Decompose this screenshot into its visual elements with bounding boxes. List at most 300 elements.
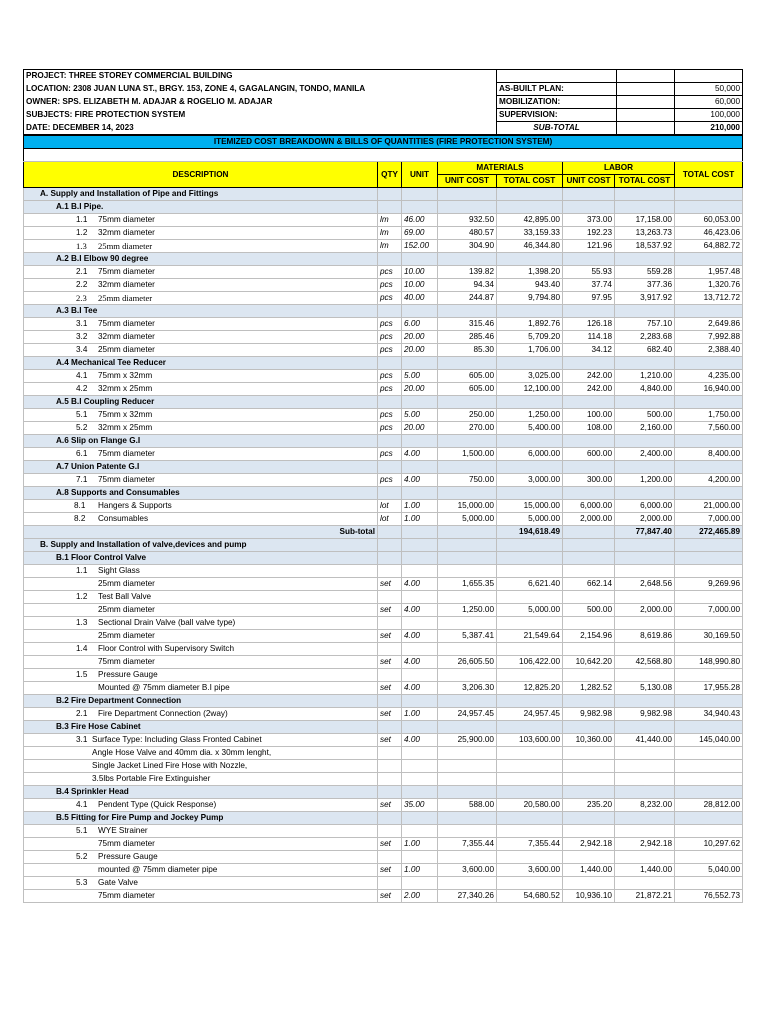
blank-cell bbox=[563, 188, 615, 201]
item-materials-unit-cost: 932.50 bbox=[438, 214, 497, 227]
item-labor-total-cost: 17,158.00 bbox=[615, 214, 675, 227]
item-materials-unit-cost: 480.57 bbox=[438, 227, 497, 240]
item-unit: 4.00 bbox=[402, 448, 438, 461]
project-info-line: OWNER: SPS. ELIZABETH M. ADAJAR & ROGELIO M. ADAJAR bbox=[24, 96, 497, 109]
item-materials-unit-cost bbox=[438, 760, 497, 773]
item-materials-unit-cost bbox=[438, 747, 497, 760]
item-total-cost: 17,955.28 bbox=[675, 682, 743, 695]
cost-blank-cell bbox=[675, 70, 743, 83]
blank-cell bbox=[675, 487, 743, 500]
item-description: 75mm diameter bbox=[98, 839, 155, 848]
item-labor-total-cost: 8,619.86 bbox=[615, 630, 675, 643]
item-description: Gate Valve bbox=[98, 878, 138, 887]
item-qty bbox=[378, 565, 402, 578]
item-description: Sight Glass bbox=[98, 566, 140, 575]
item-materials-total-cost: 103,600.00 bbox=[497, 734, 563, 747]
item-number: 3.1 bbox=[76, 735, 88, 744]
table-row bbox=[24, 734, 743, 747]
item-materials-unit-cost bbox=[438, 591, 497, 604]
blank-cell bbox=[402, 396, 438, 409]
blank-cell bbox=[497, 357, 563, 370]
blank-cell bbox=[497, 487, 563, 500]
item-labor-total-cost bbox=[615, 565, 675, 578]
table-row bbox=[24, 474, 743, 487]
item-qty: lm bbox=[378, 227, 402, 240]
item-materials-unit-cost: 27,340.26 bbox=[438, 890, 497, 903]
item-number: 2.3 bbox=[76, 293, 87, 303]
item-materials-unit-cost: 304.90 bbox=[438, 240, 497, 253]
item-labor-total-cost bbox=[615, 669, 675, 682]
blank-cell bbox=[438, 695, 497, 708]
item-number: 5.2 bbox=[76, 852, 88, 861]
item-qty bbox=[378, 617, 402, 630]
group-row bbox=[24, 357, 743, 370]
blank-cell bbox=[378, 721, 402, 734]
item-description: Test Ball Valve bbox=[98, 592, 152, 601]
item-total-cost: 2,388.40 bbox=[675, 344, 743, 357]
blank-cell bbox=[438, 435, 497, 448]
item-unit: 4.00 bbox=[402, 682, 438, 695]
blank-cell bbox=[675, 812, 743, 825]
blank-cell bbox=[402, 552, 438, 565]
item-labor-unit-cost: 55.93 bbox=[563, 266, 615, 279]
item-materials-total-cost: 5,709.20 bbox=[497, 331, 563, 344]
item-number: 1.2 bbox=[76, 228, 88, 237]
item-description-cell bbox=[24, 565, 378, 578]
item-materials-unit-cost: 315.46 bbox=[438, 318, 497, 331]
item-labor-unit-cost bbox=[563, 877, 615, 890]
item-qty: set bbox=[378, 578, 402, 591]
item-labor-total-cost bbox=[615, 760, 675, 773]
item-labor-unit-cost: 114.18 bbox=[563, 331, 615, 344]
item-materials-unit-cost: 3,600.00 bbox=[438, 864, 497, 877]
item-description: 75mm diameter bbox=[98, 215, 155, 224]
blank-cell bbox=[563, 357, 615, 370]
item-materials-unit-cost: 605.00 bbox=[438, 383, 497, 396]
spacer-row bbox=[24, 149, 743, 162]
cost-blank-cell bbox=[617, 96, 675, 109]
item-materials-unit-cost: 5,387.41 bbox=[438, 630, 497, 643]
item-description-cell bbox=[24, 734, 378, 747]
item-total-cost: 7,992.88 bbox=[675, 331, 743, 344]
item-description: Single Jacket Lined Fire Hose with Nozzle, bbox=[92, 761, 248, 770]
table-row bbox=[24, 682, 743, 695]
item-labor-unit-cost bbox=[563, 747, 615, 760]
blank-cell bbox=[497, 786, 563, 799]
item-unit bbox=[402, 760, 438, 773]
item-description: 32mm diameter bbox=[98, 332, 155, 341]
unit-header: UNIT bbox=[402, 162, 438, 188]
item-labor-total-cost: 5,130.08 bbox=[615, 682, 675, 695]
table-row bbox=[24, 708, 743, 721]
item-description-cell bbox=[24, 877, 378, 890]
item-unit: 69.00 bbox=[402, 227, 438, 240]
item-labor-total-cost: 1,200.00 bbox=[615, 474, 675, 487]
blank-cell bbox=[378, 526, 402, 539]
blank-cell bbox=[438, 786, 497, 799]
item-labor-total-cost: 6,000.00 bbox=[615, 500, 675, 513]
cost-label: SUPERVISION: bbox=[497, 109, 617, 122]
item-unit: 1.00 bbox=[402, 513, 438, 526]
blank-cell bbox=[615, 487, 675, 500]
item-labor-unit-cost bbox=[563, 565, 615, 578]
project-info-row bbox=[24, 122, 743, 135]
materials-header: MATERIALS bbox=[438, 162, 563, 175]
item-description: 3.5lbs Portable Fire Extinguisher bbox=[92, 774, 211, 783]
item-labor-unit-cost: 2,154.96 bbox=[563, 630, 615, 643]
cost-label: AS-BUILT PLAN: bbox=[497, 83, 617, 96]
item-unit: 4.00 bbox=[402, 734, 438, 747]
group-row bbox=[24, 552, 743, 565]
item-unit: 4.00 bbox=[402, 474, 438, 487]
blank-cell bbox=[378, 357, 402, 370]
group-title: A.4 Mechanical Tee Reducer bbox=[24, 357, 378, 370]
item-unit bbox=[402, 747, 438, 760]
item-description: 75mm diameter bbox=[98, 267, 155, 276]
item-description-cell bbox=[24, 227, 378, 240]
item-materials-total-cost: 106,422.00 bbox=[497, 656, 563, 669]
item-description: 25mm diameter bbox=[98, 293, 153, 303]
item-unit: 46.00 bbox=[402, 214, 438, 227]
blank-cell bbox=[563, 721, 615, 734]
blank-cell bbox=[438, 357, 497, 370]
item-materials-total-cost: 943.40 bbox=[497, 279, 563, 292]
item-description-cell bbox=[24, 266, 378, 279]
item-materials-total-cost: 9,794.80 bbox=[497, 292, 563, 305]
item-labor-unit-cost: 242.00 bbox=[563, 370, 615, 383]
item-labor-total-cost bbox=[615, 747, 675, 760]
table-row bbox=[24, 838, 743, 851]
group-title: A.7 Union Patente G.I bbox=[24, 461, 378, 474]
blank-cell bbox=[615, 305, 675, 318]
item-qty: set bbox=[378, 838, 402, 851]
blank-cell bbox=[615, 188, 675, 201]
table-row bbox=[24, 500, 743, 513]
item-qty bbox=[378, 669, 402, 682]
item-description: Pressure Gauge bbox=[98, 670, 158, 679]
item-qty bbox=[378, 877, 402, 890]
item-total-cost bbox=[675, 760, 743, 773]
blank-cell bbox=[563, 539, 615, 552]
subtotal-row bbox=[24, 526, 743, 539]
blank-cell bbox=[497, 695, 563, 708]
item-unit: 5.00 bbox=[402, 370, 438, 383]
project-info-line: PROJECT: THREE STOREY COMMERCIAL BUILDING bbox=[24, 70, 497, 83]
cost-value: 100,000 bbox=[675, 109, 743, 122]
item-number: 2.1 bbox=[76, 709, 88, 718]
item-description-cell bbox=[24, 799, 378, 812]
item-labor-total-cost: 559.28 bbox=[615, 266, 675, 279]
item-description-cell bbox=[24, 292, 378, 305]
item-description: 75mm diameter bbox=[98, 319, 155, 328]
item-description: 25mm diameter bbox=[98, 345, 155, 354]
blank-cell bbox=[378, 461, 402, 474]
blank-cell bbox=[563, 305, 615, 318]
item-materials-unit-cost bbox=[438, 877, 497, 890]
project-header-table bbox=[23, 69, 743, 135]
item-qty: pcs bbox=[378, 383, 402, 396]
item-labor-total-cost: 4,840.00 bbox=[615, 383, 675, 396]
item-unit: 35.00 bbox=[402, 799, 438, 812]
item-materials-total-cost: 5,000.00 bbox=[497, 604, 563, 617]
blank-cell bbox=[438, 188, 497, 201]
table-row bbox=[24, 617, 743, 630]
item-number: 7.1 bbox=[76, 475, 88, 484]
item-labor-total-cost: 13,263.73 bbox=[615, 227, 675, 240]
blank-cell bbox=[675, 188, 743, 201]
item-qty: pcs bbox=[378, 292, 402, 305]
item-number: 5.1 bbox=[76, 826, 88, 835]
item-qty: set bbox=[378, 630, 402, 643]
item-labor-total-cost: 3,917.92 bbox=[615, 292, 675, 305]
item-unit bbox=[402, 591, 438, 604]
item-number: 4.1 bbox=[76, 371, 88, 380]
item-materials-total-cost: 24,957.45 bbox=[497, 708, 563, 721]
item-materials-total-cost: 20,580.00 bbox=[497, 799, 563, 812]
item-description: Pendent Type (Quick Response) bbox=[98, 800, 217, 809]
item-labor-unit-cost: 126.18 bbox=[563, 318, 615, 331]
item-labor-total-cost: 21,872.21 bbox=[615, 890, 675, 903]
project-info-line: LOCATION: 2308 JUAN LUNA ST., BRGY. 153, ZONE 4, GAGALANGIN, TONDO, MANILA bbox=[24, 83, 497, 96]
item-materials-unit-cost bbox=[438, 669, 497, 682]
item-labor-unit-cost bbox=[563, 591, 615, 604]
item-number: 5.1 bbox=[76, 410, 88, 419]
item-qty bbox=[378, 643, 402, 656]
item-qty: set bbox=[378, 656, 402, 669]
blank-cell bbox=[402, 786, 438, 799]
item-qty: lot bbox=[378, 513, 402, 526]
item-total-cost: 7,000.00 bbox=[675, 513, 743, 526]
cost-value: 60,000 bbox=[675, 96, 743, 109]
blank-cell bbox=[378, 305, 402, 318]
blank-cell bbox=[615, 552, 675, 565]
item-labor-unit-cost: 373.00 bbox=[563, 214, 615, 227]
labor-unit-cost-header: UNIT COST bbox=[563, 175, 615, 188]
table-title: ITEMIZED COST BREAKDOWN & BILLS OF QUANTITIES (FIRE PROTECTION SYSTEM) bbox=[24, 136, 743, 149]
blank-cell bbox=[615, 396, 675, 409]
blank-cell bbox=[615, 812, 675, 825]
item-labor-total-cost: 1,440.00 bbox=[615, 864, 675, 877]
item-total-cost bbox=[675, 617, 743, 630]
item-description-cell bbox=[24, 617, 378, 630]
blank-cell bbox=[497, 253, 563, 266]
item-materials-unit-cost: 1,655.35 bbox=[438, 578, 497, 591]
item-description: 25mm diameter bbox=[98, 579, 155, 588]
item-labor-unit-cost bbox=[563, 643, 615, 656]
item-total-cost: 30,169.50 bbox=[675, 630, 743, 643]
item-qty: pcs bbox=[378, 474, 402, 487]
item-description-cell bbox=[24, 643, 378, 656]
item-qty bbox=[378, 851, 402, 864]
item-labor-total-cost: 682.40 bbox=[615, 344, 675, 357]
item-materials-unit-cost: 5,000.00 bbox=[438, 513, 497, 526]
item-description-cell bbox=[24, 708, 378, 721]
item-labor-unit-cost: 10,360.00 bbox=[563, 734, 615, 747]
item-unit: 152.00 bbox=[402, 240, 438, 253]
item-total-cost: 145,040.00 bbox=[675, 734, 743, 747]
subtotal-materials: 194,618.49 bbox=[497, 526, 563, 539]
item-labor-total-cost bbox=[615, 773, 675, 786]
item-description: Hangers & Supports bbox=[98, 501, 172, 510]
item-description: Angle Hose Valve and 40mm dia. x 30mm lenght, bbox=[92, 748, 272, 757]
group-row bbox=[24, 695, 743, 708]
item-materials-total-cost: 1,892.76 bbox=[497, 318, 563, 331]
blank-cell bbox=[438, 526, 497, 539]
item-description: 25mm diameter bbox=[98, 605, 155, 614]
blank-cell bbox=[675, 695, 743, 708]
description-header: DESCRIPTION bbox=[24, 162, 378, 188]
item-materials-total-cost: 21,549.64 bbox=[497, 630, 563, 643]
group-title: A.6 Slip on Flange G.I bbox=[24, 435, 378, 448]
blank-cell bbox=[497, 812, 563, 825]
item-description: 25mm diameter bbox=[98, 241, 153, 251]
item-description: 75mm x 32mm bbox=[98, 410, 153, 419]
item-total-cost: 60,053.00 bbox=[675, 214, 743, 227]
item-unit bbox=[402, 825, 438, 838]
item-description-cell bbox=[24, 773, 378, 786]
item-materials-unit-cost: 750.00 bbox=[438, 474, 497, 487]
group-title: A.2 B.I Elbow 90 degree bbox=[24, 253, 378, 266]
item-description: mounted @ 75mm diameter pipe bbox=[98, 865, 218, 874]
group-title: B.3 Fire Hose Cabinet bbox=[24, 721, 378, 734]
table-row bbox=[24, 825, 743, 838]
item-description-cell bbox=[24, 604, 378, 617]
blank-cell bbox=[563, 461, 615, 474]
table-row bbox=[24, 747, 743, 760]
boq-sheet bbox=[23, 69, 742, 903]
item-materials-unit-cost: 605.00 bbox=[438, 370, 497, 383]
subtotal-total: 272,465.89 bbox=[675, 526, 743, 539]
blank-cell bbox=[378, 552, 402, 565]
project-info-row bbox=[24, 70, 743, 83]
item-qty: pcs bbox=[378, 331, 402, 344]
subtotal-label: Sub-total bbox=[24, 526, 378, 539]
item-labor-unit-cost: 10,936.10 bbox=[563, 890, 615, 903]
blank-cell bbox=[497, 201, 563, 214]
item-materials-total-cost: 1,250.00 bbox=[497, 409, 563, 422]
item-description-cell bbox=[24, 513, 378, 526]
item-labor-unit-cost: 37.74 bbox=[563, 279, 615, 292]
item-materials-unit-cost: 285.46 bbox=[438, 331, 497, 344]
item-description-cell bbox=[24, 344, 378, 357]
blank-cell bbox=[438, 305, 497, 318]
blank-cell bbox=[378, 695, 402, 708]
item-qty: set bbox=[378, 708, 402, 721]
group-row bbox=[24, 786, 743, 799]
item-materials-total-cost: 15,000.00 bbox=[497, 500, 563, 513]
item-labor-total-cost: 500.00 bbox=[615, 409, 675, 422]
table-row bbox=[24, 318, 743, 331]
blank-cell bbox=[563, 552, 615, 565]
item-description-cell bbox=[24, 851, 378, 864]
blank-cell bbox=[675, 357, 743, 370]
item-total-cost: 7,000.00 bbox=[675, 604, 743, 617]
blank-cell bbox=[402, 695, 438, 708]
item-number: 2.1 bbox=[76, 267, 88, 276]
project-info-row bbox=[24, 83, 743, 96]
item-materials-unit-cost: 1,500.00 bbox=[438, 448, 497, 461]
item-materials-total-cost bbox=[497, 825, 563, 838]
item-labor-unit-cost: 235.20 bbox=[563, 799, 615, 812]
project-info-line: DATE: DECEMBER 14, 2023 bbox=[24, 122, 497, 135]
item-description-cell bbox=[24, 838, 378, 851]
item-unit: 4.00 bbox=[402, 578, 438, 591]
blank-cell bbox=[675, 461, 743, 474]
item-number: 2.2 bbox=[76, 280, 88, 289]
subtotal-labor: 77,847.40 bbox=[615, 526, 675, 539]
item-qty bbox=[378, 747, 402, 760]
table-row bbox=[24, 383, 743, 396]
item-materials-total-cost: 6,000.00 bbox=[497, 448, 563, 461]
blank-cell bbox=[402, 461, 438, 474]
item-unit bbox=[402, 565, 438, 578]
group-row bbox=[24, 461, 743, 474]
item-total-cost bbox=[675, 747, 743, 760]
item-total-cost: 148,990.80 bbox=[675, 656, 743, 669]
labor-total-cost-header: TOTAL COST bbox=[615, 175, 675, 188]
table-row bbox=[24, 240, 743, 253]
item-number: 8.1 bbox=[74, 501, 86, 510]
group-title: B.5 Fitting for Fire Pump and Jockey Pump bbox=[24, 812, 378, 825]
item-materials-total-cost: 12,825.20 bbox=[497, 682, 563, 695]
blank-cell bbox=[675, 786, 743, 799]
item-materials-total-cost bbox=[497, 591, 563, 604]
item-materials-total-cost: 54,680.52 bbox=[497, 890, 563, 903]
item-description-cell bbox=[24, 578, 378, 591]
item-total-cost: 2,649.86 bbox=[675, 318, 743, 331]
cost-blank-cell bbox=[497, 70, 617, 83]
item-description: 32mm x 25mm bbox=[98, 384, 153, 393]
blank-cell bbox=[438, 461, 497, 474]
blank-cell bbox=[675, 552, 743, 565]
item-total-cost: 1,320.76 bbox=[675, 279, 743, 292]
item-materials-total-cost bbox=[497, 760, 563, 773]
item-unit: 10.00 bbox=[402, 266, 438, 279]
item-labor-total-cost bbox=[615, 591, 675, 604]
blank-cell bbox=[497, 396, 563, 409]
item-description: WYE Strainer bbox=[98, 826, 148, 835]
cost-value: 50,000 bbox=[675, 83, 743, 96]
table-row bbox=[24, 227, 743, 240]
item-materials-unit-cost: 7,355.44 bbox=[438, 838, 497, 851]
item-labor-total-cost: 42,568.80 bbox=[615, 656, 675, 669]
group-row bbox=[24, 812, 743, 825]
item-qty: lot bbox=[378, 500, 402, 513]
item-labor-total-cost: 1,210.00 bbox=[615, 370, 675, 383]
table-row bbox=[24, 630, 743, 643]
blank-cell bbox=[378, 786, 402, 799]
item-qty: set bbox=[378, 890, 402, 903]
blank-cell bbox=[563, 487, 615, 500]
blank-cell bbox=[497, 461, 563, 474]
table-row bbox=[24, 851, 743, 864]
table-row bbox=[24, 565, 743, 578]
item-materials-unit-cost: 270.00 bbox=[438, 422, 497, 435]
item-qty: pcs bbox=[378, 344, 402, 357]
item-labor-unit-cost bbox=[563, 825, 615, 838]
item-unit: 20.00 bbox=[402, 422, 438, 435]
blank-cell bbox=[563, 435, 615, 448]
item-total-cost: 76,552.73 bbox=[675, 890, 743, 903]
item-total-cost bbox=[675, 643, 743, 656]
table-row bbox=[24, 292, 743, 305]
item-total-cost bbox=[675, 825, 743, 838]
item-description-cell bbox=[24, 825, 378, 838]
blank-cell bbox=[615, 435, 675, 448]
blank-cell bbox=[563, 201, 615, 214]
item-labor-total-cost: 18,537.92 bbox=[615, 240, 675, 253]
group-title: B.4 Sprinkler Head bbox=[24, 786, 378, 799]
